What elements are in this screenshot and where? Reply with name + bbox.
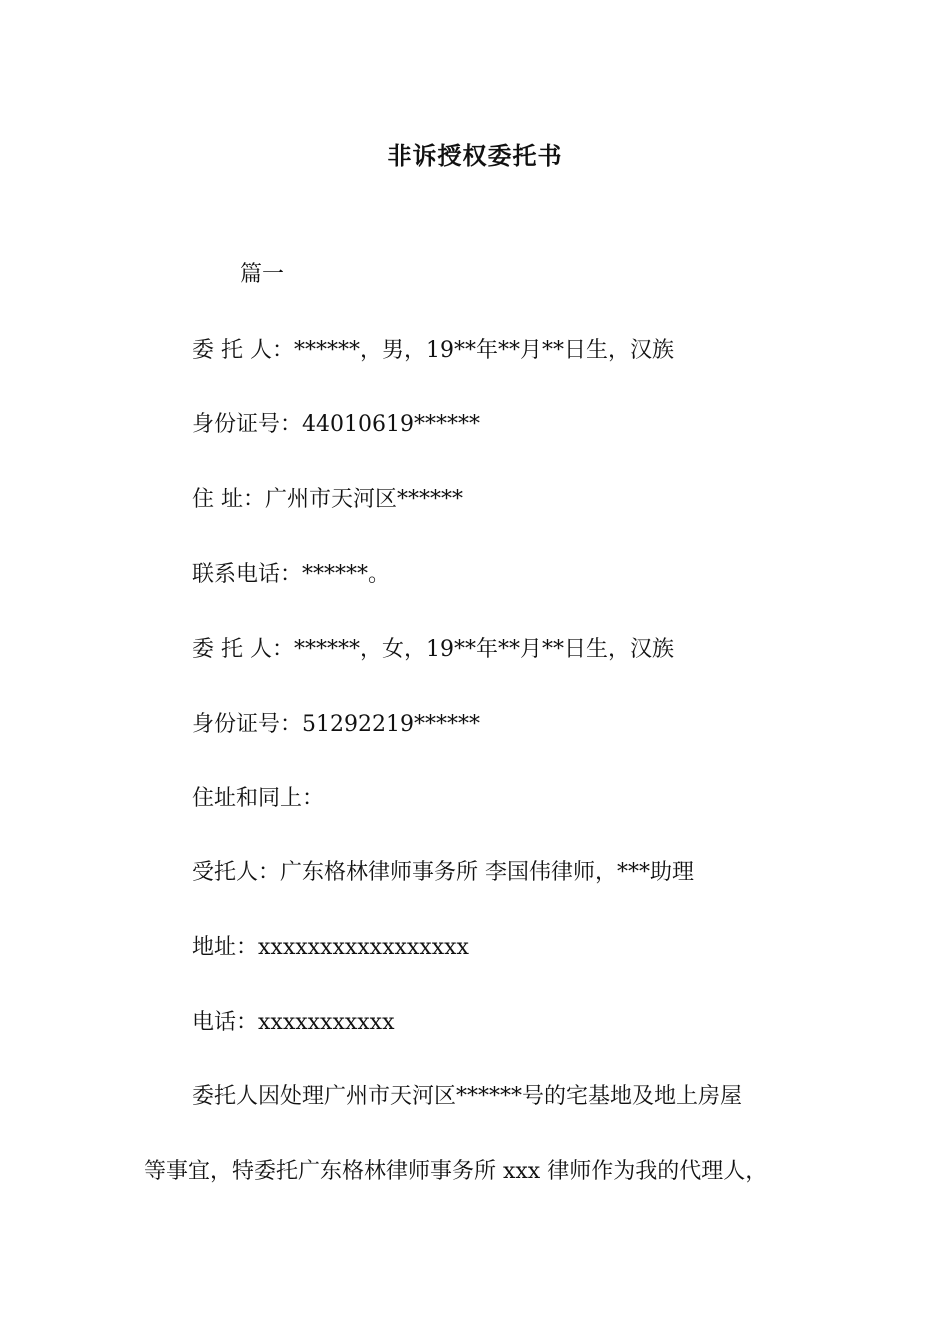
- principal-2-info: 委 托 人：******，女，19**年**月**日生，汉族: [192, 637, 674, 662]
- agent-info: 受托人：广东格林律师事务所 李国伟律师，***助理: [192, 860, 694, 885]
- principal-2-id: 身份证号：51292219******: [192, 712, 480, 737]
- document-title: 非诉授权委托书: [387, 141, 563, 170]
- paragraph-line-1: 委托人因处理广州市天河区******号的宅基地及地上房屋: [192, 1084, 743, 1109]
- principal-1-address: 住 址：广州市天河区******: [192, 487, 463, 512]
- paragraph-line-2: 等事宜，特委托广东格林律师事务所 xxx 律师作为我的代理人，: [144, 1159, 768, 1184]
- agent-address: 地址：xxxxxxxxxxxxxxxxx: [192, 935, 469, 960]
- principal-1-phone: 联系电话：******。: [192, 562, 391, 587]
- principal-1-id: 身份证号：44010619******: [192, 412, 480, 437]
- principal-1-info: 委 托 人：******，男，19**年**月**日生，汉族: [192, 338, 674, 363]
- section-heading: 篇一: [240, 262, 285, 287]
- agent-phone: 电话：xxxxxxxxxxx: [192, 1010, 395, 1035]
- principal-2-address: 住址和同上：: [192, 786, 325, 811]
